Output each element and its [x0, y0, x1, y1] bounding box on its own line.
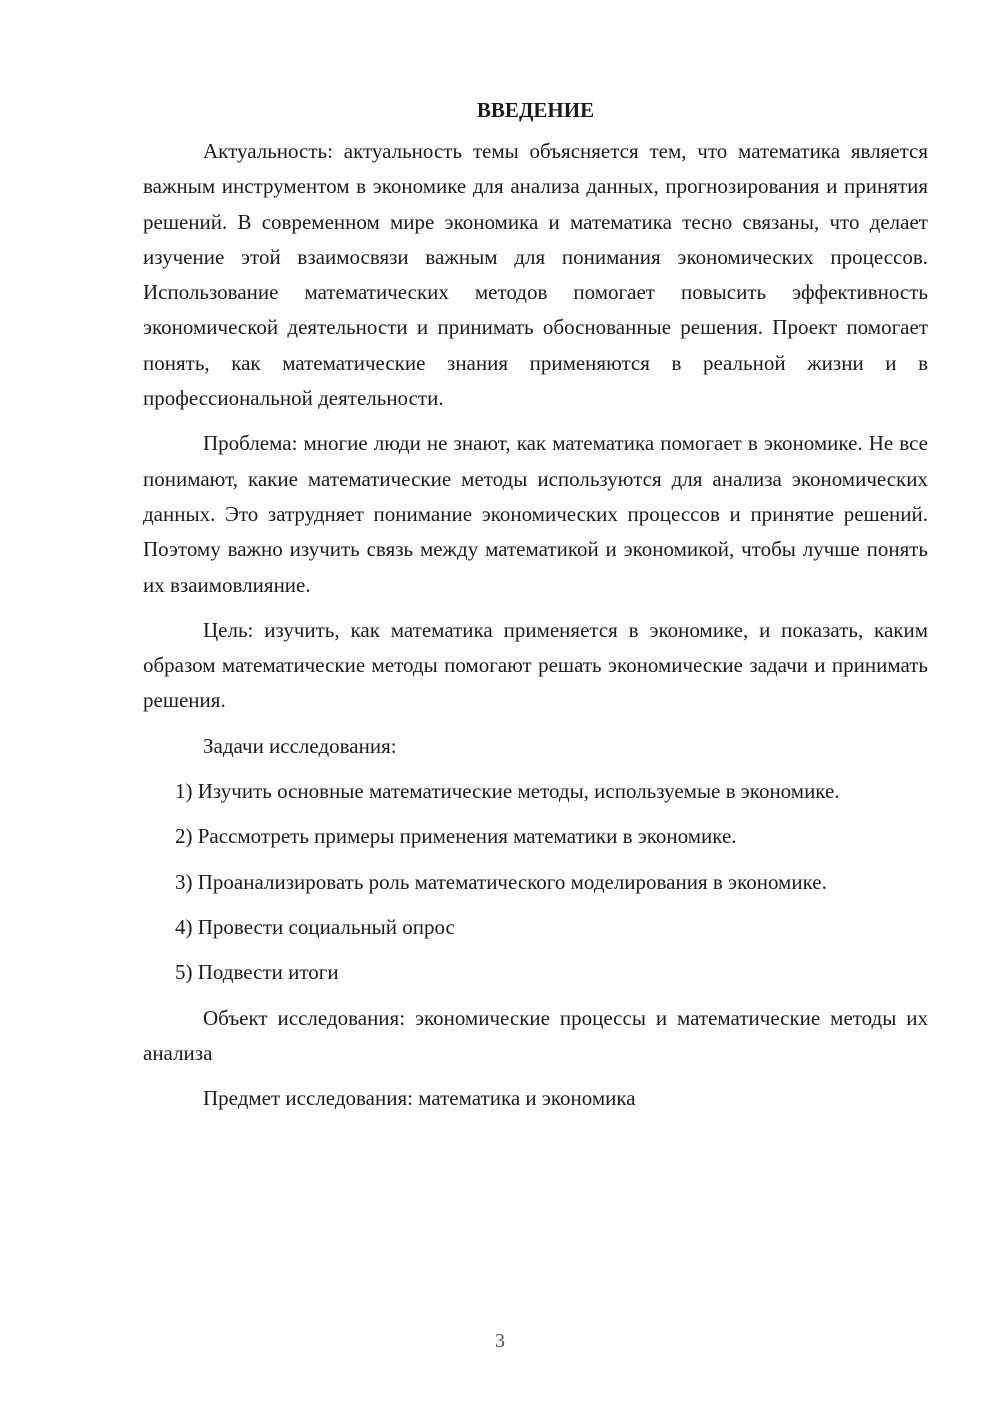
task-item: 5) Подвести итоги	[175, 960, 339, 985]
relevance-paragraph: Актуальность: актуальность темы объясняется тем, что математика является важным инструментом в экономике для анализа данных, прогнозирования и принятия решений. В современном мире экономика и математика тесно связаны, что делает изучение этой взаимосвязи важным для понимания экономических процессов. Использование математических методов помогает повысить эффективность экономической деятельности и принимать обоснованные решения. Проект помогает понять, как математические знания применяются в реальной жизни и в профессиональной деятельности.	[143, 139, 928, 411]
task-item: 2) Рассмотреть примеры применения математики в экономике.	[175, 824, 737, 849]
problem-paragraph: Проблема: многие люди не знают, как математика помогает в экономике. Не все понимают, какие математические методы используются для анализа экономических данных. Это затрудняет понимание экономических процессов и принятие решений. Поэтому важно изучить связь между математикой и экономикой, чтобы лучше понять их взаимовлияние.	[143, 431, 928, 597]
document-page	[143, 92, 928, 1126]
document-title: ВВЕДЕНИЕ	[476, 98, 595, 122]
tasks-heading: Задачи исследования:	[203, 733, 397, 758]
task-item: 1) Изучить основные математические методы, используемые в экономике.	[175, 779, 840, 804]
goal-paragraph: Цель: изучить, как математика применяется в экономике, и показать, каким образом математические методы помогают решать экономические задачи и принимать решения.	[143, 617, 928, 713]
page-number: 3	[495, 1330, 505, 1352]
task-item: 3) Проанализировать роль математического моделирования в экономике.	[175, 869, 827, 894]
task-item: 4) Провести социальный опрос	[175, 914, 455, 939]
research-subject-paragraph: Предмет исследования: математика и экономика	[203, 1086, 636, 1111]
research-object-paragraph: Объект исследования: экономические процессы и математические методы их анализа	[143, 1005, 928, 1065]
